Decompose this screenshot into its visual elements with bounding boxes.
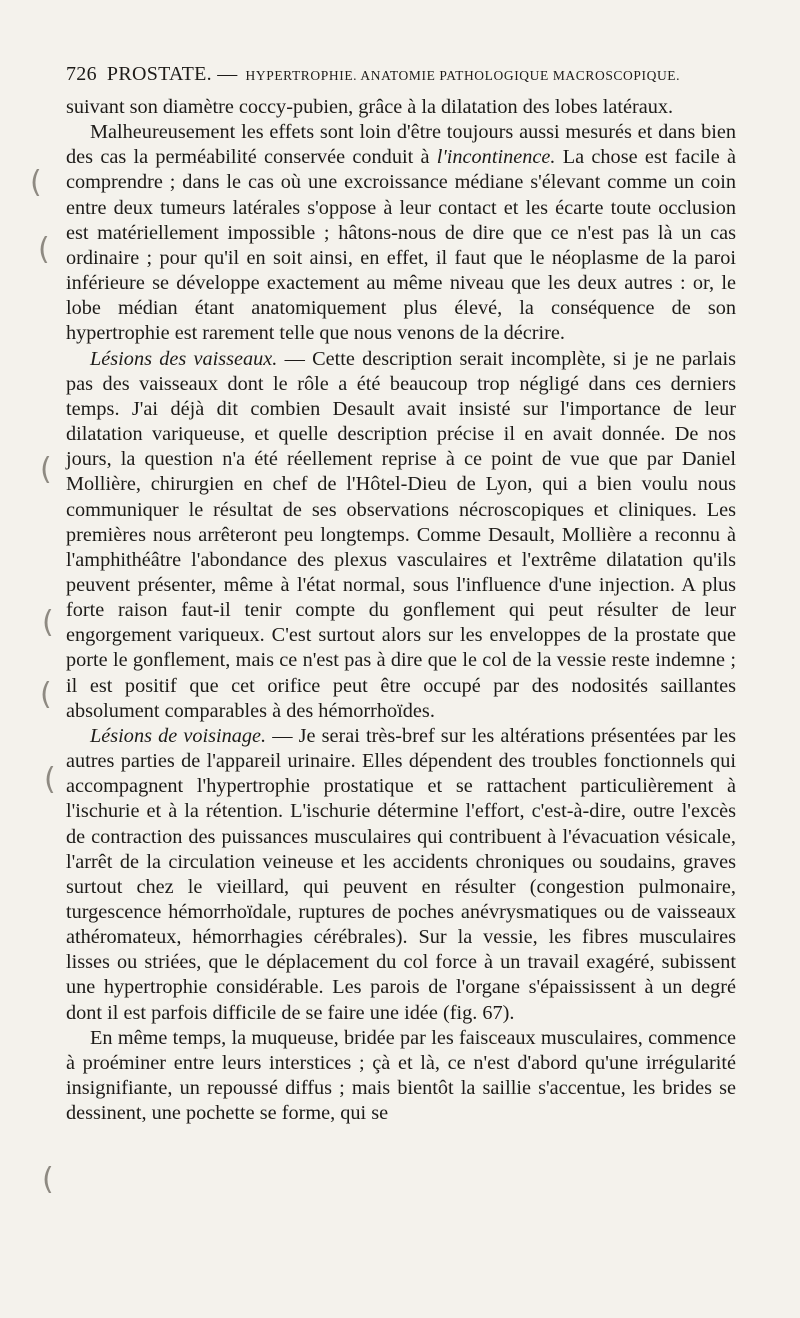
section-heading-vaisseaux: Lésions des vaisseaux. — [90, 347, 278, 370]
paragraph-vaisseaux — [66, 347, 736, 724]
margin-pencil-mark: ( — [42, 605, 54, 640]
paragraph-5: En même temps, la muqueuse, bridée par les faisceaux musculaires, commence à proéminer entre leurs interstices ; çà et là, ce n'est d'abord qu'une irrégularité insignifiante, un repoussé diffus ; mais bientôt la saillie s'accentue, les brides se dessinent, une pochette se forme, qui se — [66, 1026, 736, 1125]
margin-pencil-mark: ( — [44, 762, 56, 797]
header-title: PROSTATE. — — [106, 63, 238, 85]
page-number: 726 — [66, 63, 97, 85]
paragraph-voisinage — [66, 724, 736, 1026]
margin-pencil-mark: ( — [42, 1162, 54, 1197]
margin-pencil-mark: ( — [30, 165, 42, 200]
paragraph-voisinage-text: — Je serai très-bref sur les altérations présentées par les autres parties de l'appareil urinaire. Elles dépendent des troubles fonctionnels qui accompagnent l'hypertrophie prostatique et se rattachent particulièrement à l'ischurie et à la rétention. L'ischurie détermine l'effort, c'est-à-dire, outre l'excès de contraction des puissances musculaires qui contribuent à l'évacuation vésicale, l'arrêt de la circulation veineuse et les accidents chroniques ou soudains, graves surtout chez le vieillard, qui peuvent en résulter (congestion pulmonaire, turgescence hémorrhoïdale, ruptures de poches anévrysmatiques ou de vaisseaux athéromateux, hémorrhagies cérébrales). Sur la vessie, les fibres musculaires lisses ou striées, que le déplacement du col force à un travail exagéré, subissent une hypertrophie considérable. Les parois de l'organe s'épaississent à un degré dont il est parfois difficile de se faire une idée (fig. 67). — [66, 724, 736, 1024]
paragraph-2-text-a: Malheureusement les effets sont loin d'être toujours aussi mesurés et dans bien des cas la perméabilité conservée conduit à — [66, 121, 736, 169]
margin-pencil-mark: ( — [38, 232, 50, 267]
book-page — [66, 62, 736, 1126]
margin-pencil-mark: ( — [40, 452, 52, 487]
paragraph-1: suivant son diamètre coccy-pubien, grâce à la dilatation des lobes latéraux. — [66, 96, 674, 118]
paragraph-2 — [66, 120, 736, 346]
margin-pencil-mark: ( — [40, 677, 52, 712]
paragraph-vaisseaux-text: — Cette description serait incomplète, si je ne parlais pas des vaisseaux dont le rôle a été beaucoup trop négligé dans ces derniers temps. J'ai déjà dit combien Desault avait insisté sur l'importance de leur dilatation variqueuse, et quelle description précise il en avait donnée. De nos jours, la question n'a été réellement reprise à ce point de vue que par Daniel Mollière, chirurgien en chef de l'Hôtel-Dieu de Lyon, qui a bien voulu nous communiquer le résultat de ses observations nécroscopiques et cliniques. Les premières nous arrêteront peu longtemps. Comme Desault, Mollière a reconnu à l'amphithéâtre l'abondance des plexus vasculaires et l'extrême dilatation qu'ils peuvent présenter, même à l'état normal, sous l'influence d'une injection. A plus forte raison faut-il tenir compte du gonflement qui peut résulter de leur engorgement variqueux. C'est surtout alors sur les enveloppes de la prostate que porte le gonflement, mais ce n'est pas à dire que le col de la vessie reste indemne ; il est positif que cet orifice peut être occupé par des nodosités saillantes absolument comparables à des hémorrhoïdes. — [66, 347, 736, 722]
header-subtitle: HYPERTROPHIE. ANATOMIE PATHOLOGIQUE MACROSCOPIQUE. — [245, 68, 681, 83]
paragraph-2-text-b: La chose est facile à comprendre ; dans le cas où une excroissance médiane s'élevant comme un coin entre deux tumeurs latérales s'oppose à leur contact et les écarte toute occlusion est matériellement impossible ; hâtons-nous de dire que ce n'est pas là un cas ordinaire ; pour qu'il en soit ainsi, en effet, il faut que le néoplasme de la paroi inférieure se développe exactement au même niveau que les deux autres : or, le lobe médian étant anatomiquement plus élevé, la conséquence de son hypertrophie est rarement telle que nous venons de la décrire. — [66, 146, 736, 345]
body-text — [66, 95, 736, 1126]
paragraph-2-italic: l'incontinence. — [436, 146, 556, 169]
section-heading-voisinage: Lésions de voisinage. — [90, 724, 267, 747]
running-header — [66, 62, 736, 88]
